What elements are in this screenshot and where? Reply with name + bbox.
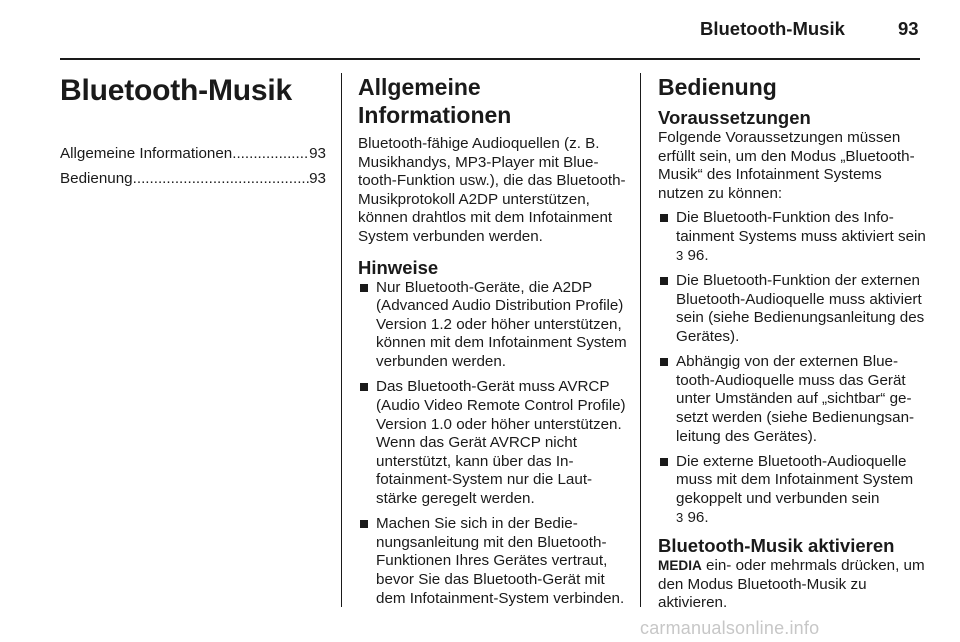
prereq-text: Die Bluetooth-Funktion des Infotainment Systems muss aktiviert sein (676, 209, 926, 245)
list-item (358, 378, 628, 508)
list-item (358, 515, 628, 608)
bullet-square-icon (660, 458, 668, 466)
toc-column (60, 73, 326, 195)
bullet-square-icon (360, 520, 368, 528)
header-rule (60, 58, 920, 60)
prereq-text: Abhängig von der externen Bluetooth-Audioquelle muss das Gerät unter Umständen auf „sichtbar“ gesetzt werden (siehe Bedienungsanleitung des Gerätes). (676, 353, 915, 445)
bullet-square-icon (360, 383, 368, 391)
page-number: 93 (898, 18, 919, 39)
running-header-title: Bluetooth-Musik (700, 18, 845, 39)
toc-entry-operation[interactable] (60, 170, 326, 189)
list-item (658, 272, 928, 346)
column-divider-2 (640, 73, 641, 607)
activate-paragraph (658, 557, 928, 613)
page-reference[interactable]: 96. (687, 508, 709, 526)
notes-heading: Hinweise (358, 256, 439, 278)
toc-leader-dots (232, 145, 309, 164)
page-reference-arrow-icon[interactable]: 3 (676, 509, 684, 525)
toc-entry-page: 93 (309, 170, 326, 188)
bullet-square-icon (660, 214, 668, 222)
general-intro-paragraph: Bluetooth-fähige Audioquellen (z. B. Musikhandys, MP3-Player mit Bluetooth-Funktion usw.), die das Bluetooth-Musikprotokoll A2DP unterstützen, können drahtlos mit dem Infotainment System verbunden werden. (358, 135, 626, 245)
toc-entry-general[interactable] (60, 145, 326, 164)
prerequisites-intro: Folgende Voraussetzungen müssen erfüllt sein, um den Modus „Bluetooth-Musik“ des Infotainment Systems nutzen zu können: (658, 129, 915, 202)
list-item (658, 453, 928, 527)
note-text: Machen Sie sich in der Bedienungsanleitung mit den Bluetooth-Funktionen Ihres Gerätes vertraut, bevor Sie das Bluetooth-Gerät mit dem Infotainment-System verbinden. (376, 515, 625, 607)
column-divider-1 (341, 73, 342, 607)
section-title-operation: Bedienung (658, 74, 777, 100)
chapter-title: Bluetooth-Musik (60, 74, 292, 107)
activate-text: ein- oder mehrmals drücken, um den Modus Bluetooth-Musik zu aktivieren. (658, 557, 925, 612)
toc-entry-label: Allgemeine Informationen (60, 145, 233, 162)
list-item (658, 353, 928, 446)
page-reference-arrow-icon[interactable]: 3 (676, 247, 684, 263)
section-title-general: Allgemeine Informationen (358, 74, 512, 128)
page-reference[interactable]: 96. (687, 246, 709, 264)
prerequisites-heading: Voraussetzungen (658, 107, 811, 128)
operation-column (658, 73, 928, 613)
activate-heading: Bluetooth-Musik aktivieren (658, 535, 895, 557)
media-key-label: MEDIA (658, 558, 702, 574)
prerequisites-list (658, 209, 928, 527)
toc-leader-dots (133, 170, 309, 189)
note-text: Nur Bluetooth-Geräte, die A2DP (Advanced Audio Distribution Profile) Version 1.2 oder höher unterstützen, können mit dem Infotainment System verbunden werden. (376, 278, 627, 370)
toc-entry-label: Bedienung (60, 170, 133, 188)
notes-list (358, 279, 628, 609)
note-text: Das Bluetooth-Gerät muss AVRCP (Audio Video Remote Control Profile) Version 1.0 oder höher unterstützen. Wenn das Gerät AVRCP nicht unterstützt, kann über das Infotainment-System nur die Lautstärke geregelt werden. (376, 378, 626, 507)
prereq-text: Die Bluetooth-Funktion der externen Bluetooth-Audioquelle muss aktiviert sein (siehe Bedienungsanleitung des Gerätes). (676, 271, 925, 345)
watermark: carmanualsonline.info (640, 618, 820, 638)
general-info-column (358, 73, 628, 615)
prereq-text: Die externe Bluetooth-Audioquelle muss mit dem Infotainment System gekoppelt und verbunden sein (676, 452, 914, 508)
toc-entry-page: 93 (309, 145, 326, 162)
bullet-square-icon (660, 277, 668, 285)
bullet-square-icon (360, 284, 368, 292)
list-item (358, 279, 628, 372)
list-item (658, 209, 928, 265)
bullet-square-icon (660, 358, 668, 366)
